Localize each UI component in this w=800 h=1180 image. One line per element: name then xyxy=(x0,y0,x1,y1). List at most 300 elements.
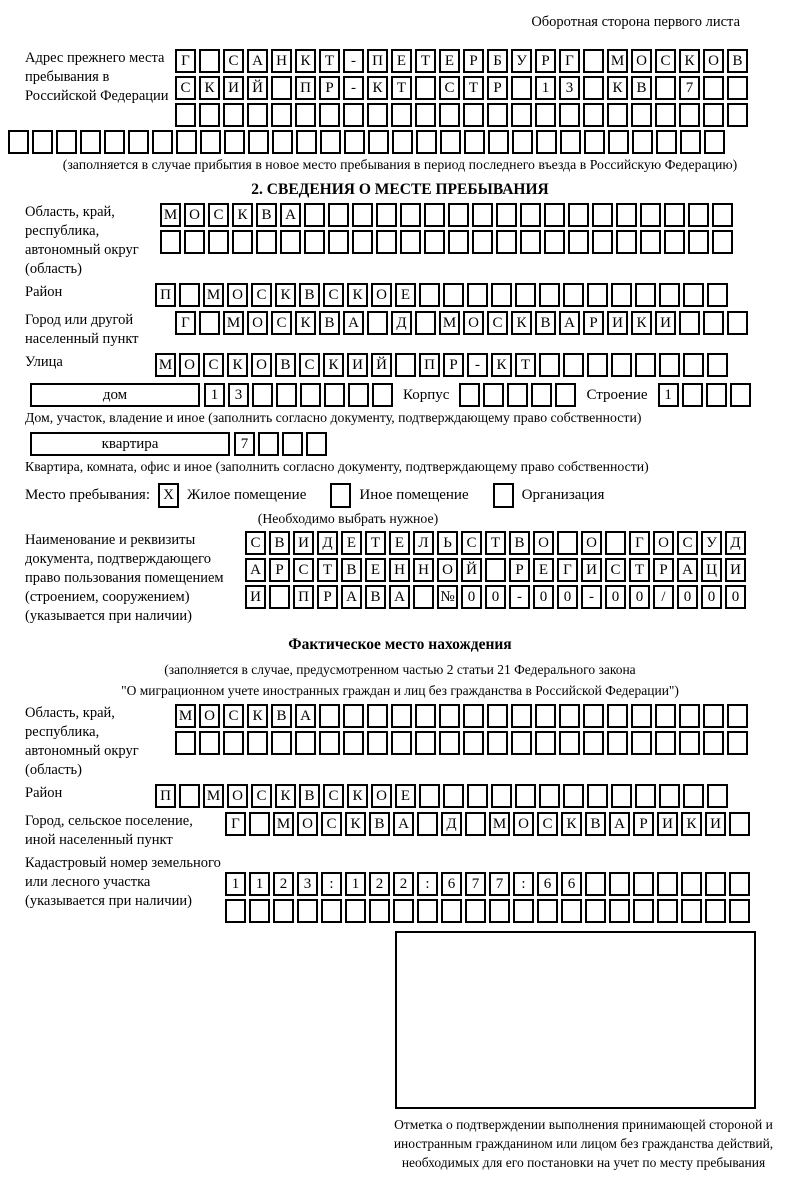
char-cell[interactable]: Е xyxy=(341,531,362,555)
char-cell[interactable] xyxy=(703,103,724,127)
char-cell[interactable] xyxy=(271,76,292,100)
char-cell[interactable] xyxy=(683,283,704,307)
char-cell[interactable] xyxy=(583,704,604,728)
char-cell[interactable] xyxy=(513,899,534,923)
char-cell[interactable] xyxy=(535,103,556,127)
char-cell[interactable] xyxy=(496,230,517,254)
char-cell[interactable] xyxy=(467,283,488,307)
char-cell[interactable]: В xyxy=(369,812,390,836)
char-cell[interactable]: О xyxy=(179,353,200,377)
char-cell[interactable] xyxy=(448,230,469,254)
char-cell[interactable]: П xyxy=(367,49,388,73)
char-cell[interactable]: / xyxy=(653,585,674,609)
char-cell[interactable] xyxy=(727,704,748,728)
char-cell[interactable] xyxy=(367,731,388,755)
char-cell[interactable] xyxy=(491,283,512,307)
char-cell[interactable] xyxy=(352,230,373,254)
char-cell[interactable] xyxy=(391,704,412,728)
char-cell[interactable] xyxy=(300,383,321,407)
char-cell[interactable] xyxy=(707,283,728,307)
char-cell[interactable]: 1 xyxy=(345,872,366,896)
char-cell[interactable] xyxy=(537,899,558,923)
char-cell[interactable]: Т xyxy=(415,49,436,73)
char-cell[interactable] xyxy=(271,731,292,755)
char-cell[interactable] xyxy=(208,230,229,254)
char-cell[interactable]: Р xyxy=(269,558,290,582)
char-cell[interactable]: А xyxy=(280,203,301,227)
char-cell[interactable]: Н xyxy=(271,49,292,73)
char-cell[interactable]: Р xyxy=(535,49,556,73)
char-cell[interactable] xyxy=(511,731,532,755)
char-cell[interactable] xyxy=(320,130,341,154)
char-cell[interactable]: : xyxy=(513,872,534,896)
char-cell[interactable]: У xyxy=(701,531,722,555)
char-cell[interactable]: Т xyxy=(515,353,536,377)
char-cell[interactable]: В xyxy=(319,311,340,335)
char-cell[interactable] xyxy=(703,76,724,100)
char-cell[interactable] xyxy=(515,283,536,307)
char-cell[interactable] xyxy=(681,872,702,896)
char-cell[interactable]: О xyxy=(463,311,484,335)
char-cell[interactable]: Р xyxy=(317,585,338,609)
char-cell[interactable]: В xyxy=(256,203,277,227)
char-cell[interactable] xyxy=(703,731,724,755)
char-cell[interactable]: О xyxy=(437,558,458,582)
char-cell[interactable] xyxy=(730,383,751,407)
char-cell[interactable]: В xyxy=(341,558,362,582)
char-cell[interactable] xyxy=(563,283,584,307)
char-cell[interactable]: Г xyxy=(175,49,196,73)
char-cell[interactable]: О xyxy=(227,784,248,808)
char-cell[interactable] xyxy=(681,899,702,923)
char-cell[interactable]: Г xyxy=(225,812,246,836)
char-cell[interactable] xyxy=(441,899,462,923)
char-cell[interactable] xyxy=(496,203,517,227)
char-cell[interactable] xyxy=(415,311,436,335)
char-cell[interactable] xyxy=(587,283,608,307)
char-cell[interactable]: О xyxy=(631,49,652,73)
char-cell[interactable] xyxy=(297,899,318,923)
char-cell[interactable] xyxy=(200,130,221,154)
char-cell[interactable]: Р xyxy=(633,812,654,836)
char-cell[interactable]: Р xyxy=(443,353,464,377)
char-cell[interactable]: В xyxy=(271,704,292,728)
char-cell[interactable]: С xyxy=(203,353,224,377)
char-cell[interactable]: Ц xyxy=(701,558,722,582)
char-cell[interactable] xyxy=(511,76,532,100)
char-cell[interactable]: Т xyxy=(629,558,650,582)
char-cell[interactable]: О xyxy=(703,49,724,73)
char-cell[interactable] xyxy=(583,76,604,100)
char-cell[interactable]: 0 xyxy=(701,585,722,609)
char-cell[interactable] xyxy=(443,784,464,808)
char-cell[interactable] xyxy=(656,130,677,154)
char-cell[interactable] xyxy=(507,383,528,407)
char-cell[interactable]: С xyxy=(677,531,698,555)
char-cell[interactable]: 7 xyxy=(679,76,700,100)
char-cell[interactable] xyxy=(439,731,460,755)
char-cell[interactable] xyxy=(467,784,488,808)
char-cell[interactable]: К xyxy=(347,784,368,808)
char-cell[interactable] xyxy=(295,731,316,755)
char-cell[interactable]: И xyxy=(655,311,676,335)
char-cell[interactable]: И xyxy=(581,558,602,582)
char-cell[interactable] xyxy=(369,899,390,923)
char-cell[interactable] xyxy=(531,383,552,407)
char-cell[interactable] xyxy=(512,130,533,154)
char-cell[interactable]: Т xyxy=(485,531,506,555)
char-cell[interactable]: К xyxy=(247,704,268,728)
char-cell[interactable]: Г xyxy=(557,558,578,582)
char-cell[interactable]: И xyxy=(347,353,368,377)
char-cell[interactable]: Е xyxy=(389,531,410,555)
char-cell[interactable]: 3 xyxy=(559,76,580,100)
char-cell[interactable] xyxy=(609,899,630,923)
char-cell[interactable]: - xyxy=(581,585,602,609)
checkbox-organization[interactable] xyxy=(493,483,514,508)
char-cell[interactable] xyxy=(56,130,77,154)
char-cell[interactable] xyxy=(372,383,393,407)
char-cell[interactable]: В xyxy=(535,311,556,335)
char-cell[interactable]: Т xyxy=(391,76,412,100)
char-cell[interactable]: К xyxy=(347,283,368,307)
checkbox-residential[interactable]: X xyxy=(158,483,179,508)
char-cell[interactable] xyxy=(319,731,340,755)
char-cell[interactable] xyxy=(282,432,303,456)
char-cell[interactable]: К xyxy=(561,812,582,836)
char-cell[interactable] xyxy=(269,585,290,609)
char-cell[interactable]: Р xyxy=(509,558,530,582)
char-cell[interactable] xyxy=(635,353,656,377)
char-cell[interactable] xyxy=(448,203,469,227)
char-cell[interactable] xyxy=(729,899,750,923)
char-cell[interactable]: К xyxy=(491,353,512,377)
char-cell[interactable] xyxy=(683,353,704,377)
char-cell[interactable]: И xyxy=(223,76,244,100)
char-cell[interactable]: Р xyxy=(319,76,340,100)
char-cell[interactable]: - xyxy=(343,49,364,73)
char-cell[interactable] xyxy=(271,103,292,127)
char-cell[interactable] xyxy=(559,731,580,755)
char-cell[interactable] xyxy=(415,731,436,755)
char-cell[interactable]: К xyxy=(295,311,316,335)
char-cell[interactable]: Й xyxy=(371,353,392,377)
char-cell[interactable] xyxy=(583,103,604,127)
char-cell[interactable] xyxy=(324,383,345,407)
char-cell[interactable]: М xyxy=(203,784,224,808)
char-cell[interactable] xyxy=(249,899,270,923)
char-cell[interactable] xyxy=(487,731,508,755)
char-cell[interactable] xyxy=(559,704,580,728)
char-cell[interactable]: А xyxy=(677,558,698,582)
char-cell[interactable]: К xyxy=(345,812,366,836)
char-cell[interactable] xyxy=(304,230,325,254)
char-cell[interactable] xyxy=(392,130,413,154)
char-cell[interactable] xyxy=(585,899,606,923)
char-cell[interactable] xyxy=(459,383,480,407)
char-cell[interactable] xyxy=(179,283,200,307)
char-cell[interactable]: Д xyxy=(391,311,412,335)
char-cell[interactable]: Е xyxy=(395,784,416,808)
char-cell[interactable]: С xyxy=(487,311,508,335)
char-cell[interactable] xyxy=(248,130,269,154)
char-cell[interactable] xyxy=(704,130,725,154)
char-cell[interactable] xyxy=(424,230,445,254)
char-cell[interactable] xyxy=(175,103,196,127)
char-cell[interactable] xyxy=(489,899,510,923)
char-cell[interactable]: О xyxy=(533,531,554,555)
char-cell[interactable] xyxy=(520,203,541,227)
char-cell[interactable]: Г xyxy=(559,49,580,73)
char-cell[interactable]: Е xyxy=(395,283,416,307)
char-cell[interactable] xyxy=(487,704,508,728)
char-cell[interactable] xyxy=(539,353,560,377)
char-cell[interactable] xyxy=(276,383,297,407)
char-cell[interactable]: 7 xyxy=(489,872,510,896)
char-cell[interactable] xyxy=(472,203,493,227)
char-cell[interactable] xyxy=(485,558,506,582)
char-cell[interactable]: М xyxy=(607,49,628,73)
char-cell[interactable]: 1 xyxy=(249,872,270,896)
char-cell[interactable] xyxy=(415,76,436,100)
char-cell[interactable]: Н xyxy=(389,558,410,582)
char-cell[interactable] xyxy=(463,704,484,728)
char-cell[interactable]: 3 xyxy=(228,383,249,407)
char-cell[interactable] xyxy=(587,784,608,808)
char-cell[interactable] xyxy=(515,784,536,808)
char-cell[interactable] xyxy=(368,130,389,154)
char-cell[interactable] xyxy=(535,704,556,728)
char-cell[interactable] xyxy=(705,899,726,923)
char-cell[interactable]: Н xyxy=(413,558,434,582)
char-cell[interactable] xyxy=(535,731,556,755)
char-cell[interactable] xyxy=(225,899,246,923)
char-cell[interactable]: С xyxy=(223,49,244,73)
char-cell[interactable]: 1 xyxy=(658,383,679,407)
char-cell[interactable]: И xyxy=(293,531,314,555)
char-cell[interactable] xyxy=(415,103,436,127)
char-cell[interactable]: О xyxy=(513,812,534,836)
char-cell[interactable]: 6 xyxy=(561,872,582,896)
char-cell[interactable] xyxy=(727,731,748,755)
char-cell[interactable]: М xyxy=(273,812,294,836)
char-cell[interactable] xyxy=(659,353,680,377)
char-cell[interactable]: В xyxy=(269,531,290,555)
char-cell[interactable] xyxy=(258,432,279,456)
char-cell[interactable] xyxy=(232,230,253,254)
char-cell[interactable] xyxy=(80,130,101,154)
char-cell[interactable]: 0 xyxy=(533,585,554,609)
char-cell[interactable] xyxy=(544,203,565,227)
char-cell[interactable] xyxy=(395,353,416,377)
char-cell[interactable] xyxy=(152,130,173,154)
char-cell[interactable] xyxy=(328,203,349,227)
char-cell[interactable]: О xyxy=(371,283,392,307)
char-cell[interactable] xyxy=(655,103,676,127)
char-cell[interactable] xyxy=(688,203,709,227)
char-cell[interactable] xyxy=(555,383,576,407)
char-cell[interactable] xyxy=(659,283,680,307)
char-cell[interactable] xyxy=(611,283,632,307)
char-cell[interactable]: Р xyxy=(463,49,484,73)
char-cell[interactable] xyxy=(592,230,613,254)
char-cell[interactable] xyxy=(559,103,580,127)
char-cell[interactable] xyxy=(400,203,421,227)
char-cell[interactable]: У xyxy=(511,49,532,73)
char-cell[interactable] xyxy=(319,704,340,728)
char-cell[interactable]: О xyxy=(581,531,602,555)
char-cell[interactable]: 2 xyxy=(273,872,294,896)
char-cell[interactable] xyxy=(464,130,485,154)
char-cell[interactable] xyxy=(328,230,349,254)
char-cell[interactable] xyxy=(616,230,637,254)
char-cell[interactable] xyxy=(539,784,560,808)
char-cell[interactable] xyxy=(707,784,728,808)
char-cell[interactable] xyxy=(391,731,412,755)
char-cell[interactable]: 0 xyxy=(629,585,650,609)
char-cell[interactable] xyxy=(583,731,604,755)
char-cell[interactable] xyxy=(376,203,397,227)
char-cell[interactable] xyxy=(465,899,486,923)
char-cell[interactable] xyxy=(400,230,421,254)
char-cell[interactable]: Т xyxy=(319,49,340,73)
char-cell[interactable] xyxy=(199,49,220,73)
char-cell[interactable] xyxy=(348,383,369,407)
char-cell[interactable] xyxy=(561,899,582,923)
char-cell[interactable]: К xyxy=(275,283,296,307)
char-cell[interactable]: О xyxy=(199,704,220,728)
checkbox-other-premises[interactable] xyxy=(330,483,351,508)
char-cell[interactable] xyxy=(611,784,632,808)
char-cell[interactable] xyxy=(640,230,661,254)
char-cell[interactable]: М xyxy=(155,353,176,377)
char-cell[interactable] xyxy=(304,203,325,227)
char-cell[interactable]: В xyxy=(365,585,386,609)
char-cell[interactable]: А xyxy=(393,812,414,836)
char-cell[interactable]: К xyxy=(631,311,652,335)
char-cell[interactable] xyxy=(635,784,656,808)
char-cell[interactable] xyxy=(560,130,581,154)
char-cell[interactable] xyxy=(32,130,53,154)
char-cell[interactable]: К xyxy=(679,49,700,73)
char-cell[interactable] xyxy=(707,353,728,377)
char-cell[interactable] xyxy=(583,49,604,73)
char-cell[interactable] xyxy=(483,383,504,407)
char-cell[interactable] xyxy=(8,130,29,154)
char-cell[interactable]: Й xyxy=(461,558,482,582)
char-cell[interactable] xyxy=(712,230,733,254)
char-cell[interactable]: А xyxy=(389,585,410,609)
char-cell[interactable]: В xyxy=(275,353,296,377)
char-cell[interactable] xyxy=(664,203,685,227)
char-cell[interactable] xyxy=(343,731,364,755)
char-cell[interactable] xyxy=(511,704,532,728)
char-cell[interactable]: 3 xyxy=(297,872,318,896)
char-cell[interactable]: Ь xyxy=(437,531,458,555)
char-cell[interactable]: А xyxy=(559,311,580,335)
char-cell[interactable]: 0 xyxy=(725,585,746,609)
char-cell[interactable] xyxy=(679,704,700,728)
char-cell[interactable] xyxy=(104,130,125,154)
char-cell[interactable] xyxy=(727,311,748,335)
char-cell[interactable]: П xyxy=(293,585,314,609)
char-cell[interactable] xyxy=(657,872,678,896)
char-cell[interactable] xyxy=(511,103,532,127)
char-cell[interactable]: Р xyxy=(487,76,508,100)
char-cell[interactable]: С xyxy=(323,784,344,808)
char-cell[interactable]: С xyxy=(223,704,244,728)
char-cell[interactable] xyxy=(272,130,293,154)
char-cell[interactable] xyxy=(607,103,628,127)
char-cell[interactable]: Е xyxy=(391,49,412,73)
char-cell[interactable] xyxy=(607,704,628,728)
char-cell[interactable]: 0 xyxy=(557,585,578,609)
char-cell[interactable]: О xyxy=(227,283,248,307)
char-cell[interactable] xyxy=(679,731,700,755)
char-cell[interactable]: 6 xyxy=(537,872,558,896)
char-cell[interactable] xyxy=(199,311,220,335)
char-cell[interactable] xyxy=(184,230,205,254)
char-cell[interactable] xyxy=(655,76,676,100)
char-cell[interactable]: С xyxy=(293,558,314,582)
char-cell[interactable]: : xyxy=(417,872,438,896)
char-cell[interactable] xyxy=(633,872,654,896)
char-cell[interactable] xyxy=(679,103,700,127)
char-cell[interactable]: С xyxy=(605,558,626,582)
char-cell[interactable] xyxy=(679,311,700,335)
char-cell[interactable]: М xyxy=(203,283,224,307)
char-cell[interactable] xyxy=(655,731,676,755)
char-cell[interactable] xyxy=(321,899,342,923)
char-cell[interactable]: : xyxy=(321,872,342,896)
char-cell[interactable] xyxy=(391,103,412,127)
char-cell[interactable]: 2 xyxy=(393,872,414,896)
char-cell[interactable] xyxy=(224,130,245,154)
char-cell[interactable]: И xyxy=(725,558,746,582)
char-cell[interactable]: Е xyxy=(365,558,386,582)
char-cell[interactable]: М xyxy=(160,203,181,227)
char-cell[interactable] xyxy=(491,784,512,808)
char-cell[interactable]: П xyxy=(419,353,440,377)
char-cell[interactable] xyxy=(223,731,244,755)
char-cell[interactable] xyxy=(199,103,220,127)
char-cell[interactable] xyxy=(563,784,584,808)
char-cell[interactable] xyxy=(419,784,440,808)
char-cell[interactable]: К xyxy=(681,812,702,836)
char-cell[interactable]: Т xyxy=(317,558,338,582)
char-cell[interactable] xyxy=(557,531,578,555)
char-cell[interactable] xyxy=(413,585,434,609)
char-cell[interactable] xyxy=(729,812,750,836)
char-cell[interactable]: К xyxy=(199,76,220,100)
char-cell[interactable] xyxy=(605,531,626,555)
char-cell[interactable]: К xyxy=(511,311,532,335)
char-cell[interactable] xyxy=(632,130,653,154)
char-cell[interactable]: Р xyxy=(653,558,674,582)
char-cell[interactable]: В xyxy=(585,812,606,836)
char-cell[interactable]: В xyxy=(509,531,530,555)
char-cell[interactable] xyxy=(376,230,397,254)
char-cell[interactable] xyxy=(611,353,632,377)
char-cell[interactable] xyxy=(608,130,629,154)
char-cell[interactable]: О xyxy=(371,784,392,808)
char-cell[interactable] xyxy=(635,283,656,307)
char-cell[interactable]: К xyxy=(295,49,316,73)
char-cell[interactable] xyxy=(417,812,438,836)
char-cell[interactable] xyxy=(417,899,438,923)
char-cell[interactable] xyxy=(465,812,486,836)
char-cell[interactable]: К xyxy=(323,353,344,377)
